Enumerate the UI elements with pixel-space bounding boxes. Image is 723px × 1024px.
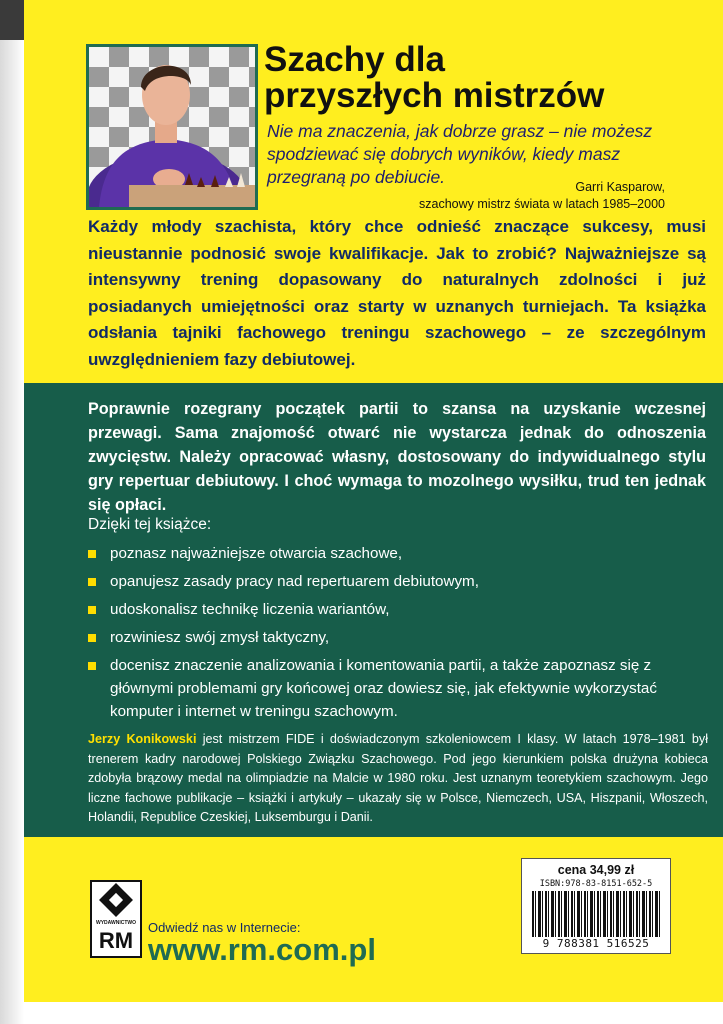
scan-edge [0, 0, 24, 1024]
list-item [88, 570, 708, 593]
title-line-2: przyszłych mistrzów [264, 76, 605, 115]
price-label: cena 34,99 zł [557, 863, 635, 877]
intro-paragraph: Każdy młody szachista, który chce odnieść znaczące sukcesy, musi nieustannie podnosić swoje kwalifikacje. Jak to zrobić? Najważniejsze są intensywny trening dopasowany do naturalnych zdolności i już posiadanych umiejętności oraz starty w uznanych turniejach. Ta książka odsłania tajniki fachowego treningu szachowego – ze szczególnym uwzględnieniem fazy debiutowej. [88, 217, 706, 369]
bullet-icon [88, 550, 96, 558]
bullet-icon [88, 606, 96, 614]
book-back-cover [24, 0, 723, 1002]
publisher-logo [90, 880, 142, 958]
publisher-small-label: WYDAWNICTWO [96, 920, 136, 926]
lead-paragraph: Poprawnie rozegrany początek partii to szansa na uzyskanie wczesnej przewagi. Sama znajomość otwarć nie wystarcza jednak do odnoszenia zwycięstw. Należy opracować własny, dostosowany do indywidualnego stylu gry repertuar debiutowy. I choć wymaga to mozolnego wysiłku, trud ten jednak się opłaci. [88, 400, 706, 514]
quote-author: Garri Kasparow, [575, 180, 665, 194]
list-item-text: poznasz najważniejsze otwarcia szachowe, [110, 545, 403, 562]
book-title [264, 42, 704, 114]
bullet-icon [88, 634, 96, 642]
list-item-text: rozwiniesz swój zmysł taktyczny, [110, 629, 330, 646]
list-item [88, 654, 708, 723]
list-item [88, 626, 708, 649]
visit-label: Odwiedź nas w Internecie: [148, 920, 301, 935]
list-item [88, 598, 708, 621]
list-item [88, 542, 708, 565]
chess-player-photo [86, 44, 258, 210]
quote-author-caption: szachowy mistrz świata w latach 1985–2000 [419, 197, 665, 211]
scan-corner [0, 0, 24, 40]
ean-number: 9 788381 516525 [522, 937, 670, 950]
epigraph-quote: Nie ma znaczenia, jak dobrze grasz – nie możesz spodziewać się dobrych wyników, kiedy masz przegraną po debiucie. [267, 121, 653, 187]
author-name: Jerzy Konikowski [88, 732, 197, 746]
bullet-icon [88, 662, 96, 670]
website-link[interactable]: www.rm.com.pl [148, 932, 376, 967]
benefits-list [88, 542, 708, 728]
list-item-text: opanujesz zasady pracy nad repertuarem debiutowym, [110, 573, 479, 590]
list-item-text: udoskonalisz technikę liczenia wariantów, [110, 601, 390, 618]
barcode-box [521, 858, 671, 954]
benefits-heading: Dzięki tej książce: [88, 516, 212, 533]
barcode-icon [532, 891, 662, 937]
title-line-1: Szachy dla [264, 40, 445, 79]
bullet-icon [88, 578, 96, 586]
author-bio-text: jest mistrzem FIDE i doświadczonym szkoleniowcem I klasy. W latach 1978–1981 był trenerem kadry narodowej Polskiego Związku Szachowego. Pod jego kierunkiem polska drużyna kobieca zdobyła brązowy medal na olimpiadzie na Malcie w 1980 roku. Jest uznanym teoretykiem szachowym. Jego liczne fachowe publikacje – książki i artykuły – ukazały się w Polsce, Niemczech, USA, Hiszpanii, Włoszech, Holandii, Republice Czeskiej, Luksemburgu i Danii. [88, 732, 708, 824]
author-bio [88, 730, 708, 828]
list-item-text: docenisz znaczenie analizowania i komentowania partii, a także zapoznasz się z głównymi problemami gry końcowej oraz dowiesz się, jak efektywnie wykorzystać komputer i internet w treningu szachowym. [110, 657, 657, 720]
isbn-label: ISBN:978-83-8151-652-5 [539, 879, 653, 889]
publisher-logo-text: RM [98, 928, 134, 953]
